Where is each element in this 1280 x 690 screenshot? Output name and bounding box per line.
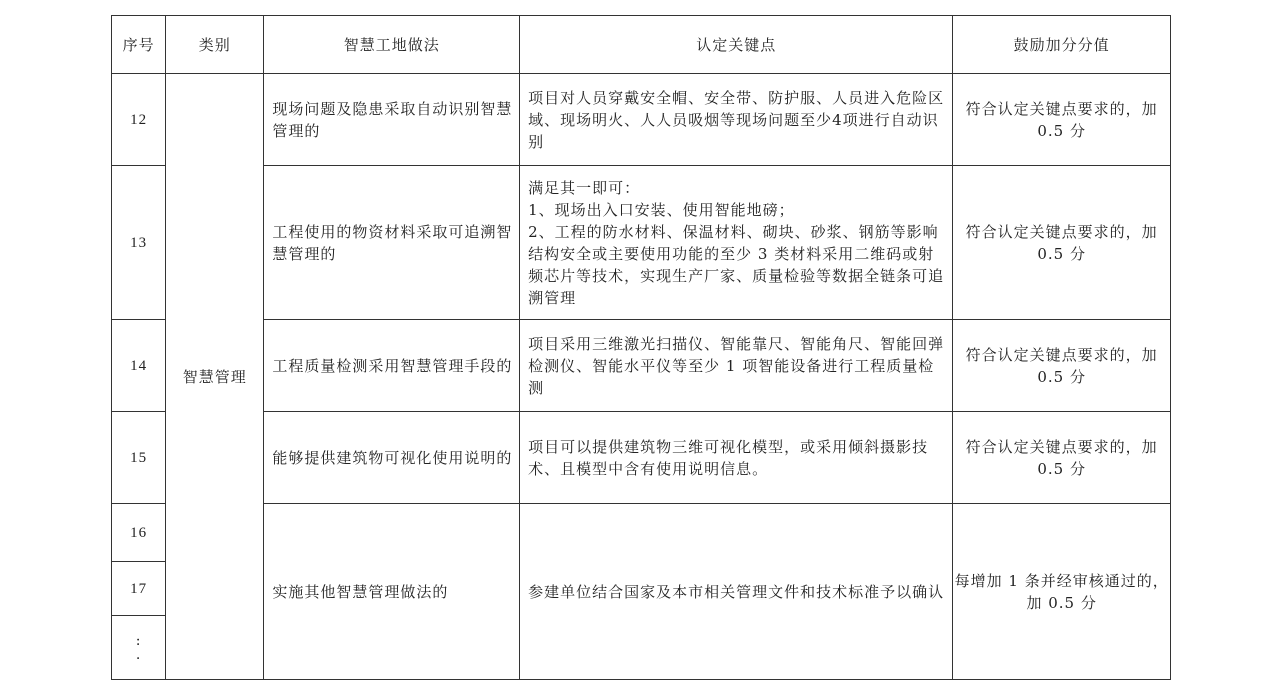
table-row <box>112 74 1171 166</box>
score-cell: 符合认定关键点要求的，加 0.5 分 <box>953 74 1171 166</box>
header-no: 序号 <box>112 16 166 74</box>
key-point-line: 满足其一即可： <box>528 178 641 197</box>
header-category: 类别 <box>166 16 264 74</box>
header-row <box>112 16 1171 74</box>
method-cell: 工程使用的物资材料采取可追溯智慧管理的 <box>264 166 520 320</box>
method-cell: 实施其他智慧管理做法的 <box>264 504 520 680</box>
score-cell: 符合认定关键点要求的，加 0.5 分 <box>953 166 1171 320</box>
key-points-cell <box>520 320 953 412</box>
key-point-line: 项目采用三维激光扫描仪、智能靠尺、智能角尺、智能回弹检测仪、智能水平仪等至少 1 项智能设备进行工程质量检测 <box>528 334 945 397</box>
key-point-line: 1、现场出入口安装、使用智能地磅； <box>528 200 795 219</box>
row-number: 13 <box>112 166 166 320</box>
score-cell: 每增加 1 条并经审核通过的，加 0.5 分 <box>953 504 1171 680</box>
key-points-cell <box>520 412 953 504</box>
header-key-points: 认定关键点 <box>520 16 953 74</box>
row-number: 14 <box>112 320 166 412</box>
header-method: 智慧工地做法 <box>264 16 520 74</box>
row-number: 16 <box>112 504 166 562</box>
table-row <box>112 320 1171 412</box>
score-cell: 符合认定关键点要求的，加 0.5 分 <box>953 320 1171 412</box>
method-cell: 现场问题及隐患采取自动识别智慧管理的 <box>264 74 520 166</box>
ellipsis-mark: . <box>135 646 142 663</box>
table-row <box>112 504 1171 562</box>
row-number: 15 <box>112 412 166 504</box>
method-cell: 能够提供建筑物可视化使用说明的 <box>264 412 520 504</box>
score-cell: 符合认定关键点要求的，加 0.5 分 <box>953 412 1171 504</box>
ellipsis-cell <box>112 616 166 680</box>
table-row <box>112 166 1171 320</box>
key-points-cell: 参建单位结合国家及本市相关管理文件和技术标准予以确认 <box>520 504 953 680</box>
method-cell: 工程质量检测采用智慧管理手段的 <box>264 320 520 412</box>
ellipsis-mark: : <box>135 632 142 649</box>
key-point-line: 项目对人员穿戴安全帽、安全带、防护服、人员进入危险区域、现场明火、人人员吸烟等现场问题至少4项进行自动识别 <box>528 88 945 151</box>
key-point-line: 项目可以提供建筑物三维可视化模型，或采用倾斜摄影技术、且模型中含有使用说明信息。 <box>528 437 929 478</box>
table-row <box>112 412 1171 504</box>
category-cell: 智慧管理 <box>166 74 264 680</box>
key-points-cell <box>520 166 953 320</box>
header-score: 鼓励加分分值 <box>953 16 1171 74</box>
row-number: 12 <box>112 74 166 166</box>
scoring-table <box>111 15 1171 680</box>
key-points-cell <box>520 74 953 166</box>
key-point-line: 2、工程的防水材料、保温材料、砌块、砂浆、钢筋等影响结构安全或主要使用功能的至少 3 类材料采用二维码或射频芯片等技术，实现生产厂家、质量检验等数据全链条可追溯管理 <box>528 222 945 307</box>
row-number: 17 <box>112 562 166 616</box>
